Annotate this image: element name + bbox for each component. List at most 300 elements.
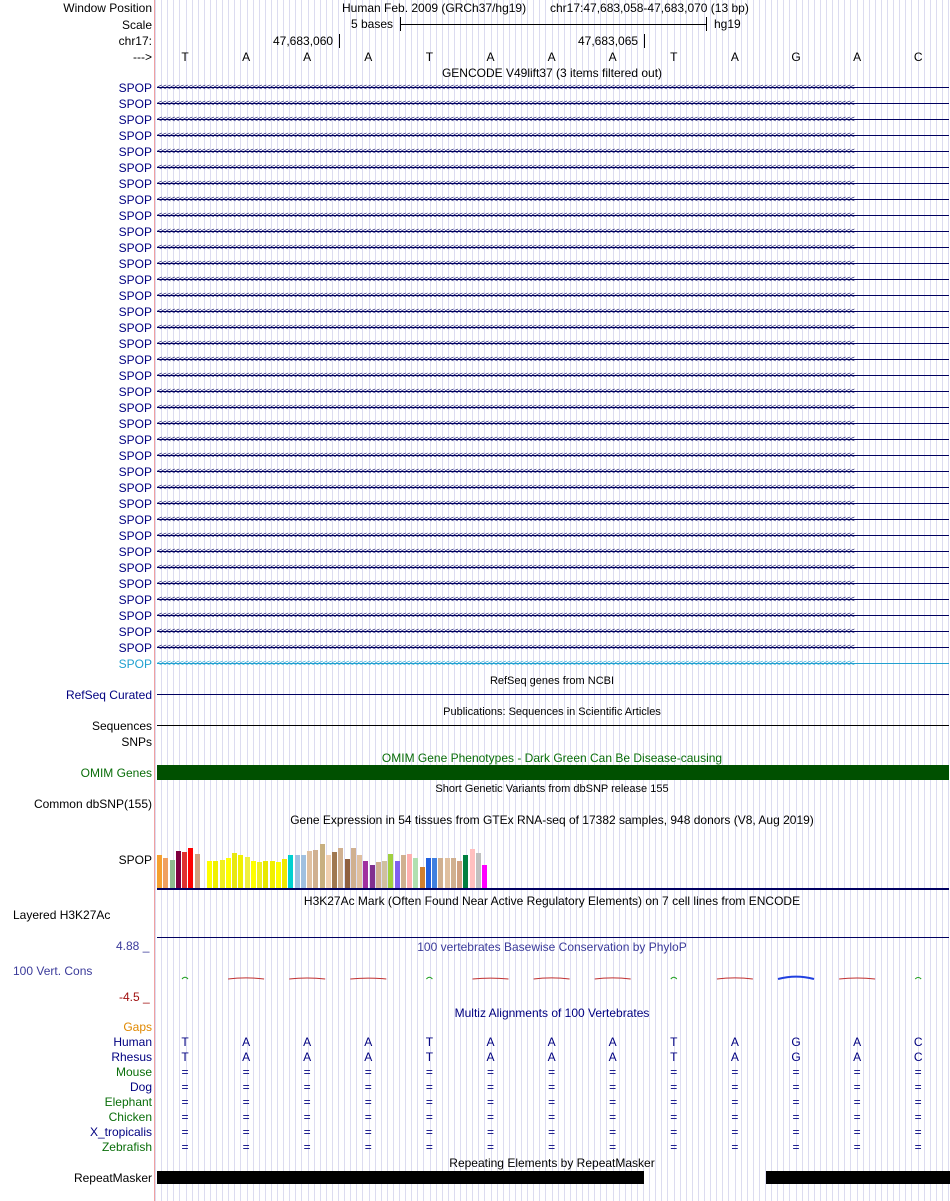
gencode-transcript-label[interactable]: SPOP [118,145,152,159]
multiz-base: = [670,1110,678,1124]
multiz-base: = [548,1110,556,1124]
multiz-base: G [791,1035,801,1049]
base-letter: A [547,50,556,64]
phylop-score-mark [228,978,264,979]
gencode-transcript-label[interactable]: SPOP [118,353,152,367]
gtex-tissue-bar[interactable] [245,857,250,889]
gtex-tissue-bar[interactable] [476,853,481,889]
multiz-base: = [914,1140,922,1154]
strand-arrows: <<<<<<<<<<<<<<<<<<<<<<<<<<<<<<<<<<<<<<<<<<<<<<<<<<<<<<<<<<<<<<<<<<<<<<<<<<<<<<<<<<<<<<<<<<<<<<<<<<<<<<<<<<<<<<<<<<<<<<<<<<<<<<<<<<<<<<<<<<<<<<<<<<<<<<<<<<<<<<<< [157,178,854,188]
gtex-tissue-bar[interactable] [432,858,437,889]
snps-track-label[interactable]: SNPs [121,735,152,749]
omim-track-label[interactable]: OMIM Genes [80,766,152,780]
gencode-transcript-label[interactable]: SPOP [118,305,152,319]
multiz-base: = [303,1065,311,1079]
phylop-track-title: 100 vertebrates Basewise Conservation by PhyloP [417,940,687,954]
multiz-gaps-label: Gaps [123,1020,152,1034]
strand-arrows: <<<<<<<<<<<<<<<<<<<<<<<<<<<<<<<<<<<<<<<<<<<<<<<<<<<<<<<<<<<<<<<<<<<<<<<<<<<<<<<<<<<<<<<<<<<<<<<<<<<<<<<<<<<<<<<<<<<<<<<<<<<<<<<<<<<<<<<<<<<<<<<<<<<<<<<<<<<<<<<< [157,402,854,412]
chrom-label: chr17: [118,34,152,48]
gencode-transcript-label[interactable]: SPOP [118,577,152,591]
gtex-tissue-bar[interactable] [401,855,406,889]
gtex-tissue-bar[interactable] [195,854,200,889]
multiz-base: A [486,1035,495,1049]
label-divider [154,0,155,1201]
gtex-bar-chart[interactable] [155,826,555,889]
h3k27ac-track-label[interactable]: Layered H3K27Ac [13,908,111,922]
multiz-base: = [425,1095,433,1109]
gtex-tissue-bar[interactable] [307,851,312,889]
multiz-species-label[interactable]: Zebrafish [101,1140,152,1154]
multiz-base: = [425,1140,433,1154]
multiz-base: T [670,1035,678,1049]
gtex-tissue-bar[interactable] [207,861,212,889]
multiz-base: A [608,1050,617,1064]
multiz-base: = [548,1065,556,1079]
phylop-score-mark [534,978,570,979]
base-letter: T [670,50,678,64]
multiz-base: A [730,1050,739,1064]
multiz-base: = [242,1080,250,1094]
gencode-transcript-label[interactable]: SPOP [118,401,152,415]
multiz-base: = [670,1065,678,1079]
base-letter: A [303,50,312,64]
multiz-base: = [853,1110,861,1124]
gencode-transcript-label[interactable]: SPOP [118,497,152,511]
multiz-base: = [486,1095,494,1109]
multiz-species-label[interactable]: Elephant [104,1095,152,1109]
gtex-tissue-bar[interactable] [288,855,293,889]
gencode-transcript-label[interactable]: SPOP [118,193,152,207]
multiz-base: = [792,1095,800,1109]
dbsnp-track-title: Short Genetic Variants from dbSNP release 155 [435,783,669,795]
phylop-score-mark [839,978,875,979]
multiz-base: = [792,1080,800,1094]
gencode-transcript-label[interactable]: SPOP [118,609,152,623]
multiz-base: = [792,1125,800,1139]
multiz-base: A [303,1035,312,1049]
strand-arrows: <<<<<<<<<<<<<<<<<<<<<<<<<<<<<<<<<<<<<<<<<<<<<<<<<<<<<<<<<<<<<<<<<<<<<<<<<<<<<<<<<<<<<<<<<<<<<<<<<<<<<<<<<<<<<<<<<<<<<<<<<<<<<<<<<<<<<<<<<<<<<<<<<<<<<<<<<<<<<<<< [157,306,854,316]
multiz-base: G [791,1050,801,1064]
grid-line [155,0,156,1201]
gtex-tissue-bar[interactable] [457,861,462,889]
refseq-track-label[interactable]: RefSeq Curated [65,688,152,702]
gtex-tissue-bar[interactable] [357,855,362,889]
multiz-species-label[interactable]: Rhesus [111,1050,152,1064]
h3k27ac-track-title: H3K27Ac Mark (Often Found Near Active Regulatory Elements) on 7 cell lines from ENCODE [303,894,801,908]
multiz-base: C [913,1035,923,1049]
gencode-transcript-label[interactable]: SPOP [118,225,152,239]
gencode-transcript-label[interactable]: SPOP [118,273,152,287]
gtex-tissue-bar[interactable] [251,861,256,889]
gencode-track-title: GENCODE V49lift37 (3 items filtered out) [441,66,663,80]
multiz-base: = [609,1080,617,1094]
scale-bar-left-tick [400,17,401,31]
multiz-base: = [670,1080,678,1094]
multiz-base: = [548,1080,556,1094]
gencode-transcript-label[interactable]: SPOP [118,177,152,191]
gencode-transcript-label[interactable]: SPOP [118,593,152,607]
gtex-tissue-bar[interactable] [463,855,468,889]
gtex-tissue-bar[interactable] [276,862,281,889]
gtex-tissue-bar[interactable] [451,858,456,889]
base-letter: C [913,50,923,64]
gtex-tissue-bar[interactable] [338,848,343,889]
phylop-score-mark [595,978,631,979]
gtex-tissue-bar[interactable] [226,858,231,889]
multiz-base: = [609,1125,617,1139]
multiz-base: = [181,1140,189,1154]
multiz-base: = [609,1065,617,1079]
multiz-base: = [792,1140,800,1154]
strand-arrows: <<<<<<<<<<<<<<<<<<<<<<<<<<<<<<<<<<<<<<<<<<<<<<<<<<<<<<<<<<<<<<<<<<<<<<<<<<<<<<<<<<<<<<<<<<<<<<<<<<<<<<<<<<<<<<<<<<<<<<<<<<<<<<<<<<<<<<<<<<<<<<<<<<<<<<<<<<<<<<<< [157,194,854,204]
multiz-base: T [670,1050,678,1064]
multiz-base: = [548,1140,556,1154]
gtex-tissue-bar[interactable] [213,861,218,889]
multiz-base: A [853,1050,862,1064]
gtex-tissue-bar[interactable] [370,865,375,889]
strand-arrows: <<<<<<<<<<<<<<<<<<<<<<<<<<<<<<<<<<<<<<<<<<<<<<<<<<<<<<<<<<<<<<<<<<<<<<<<<<<<<<<<<<<<<<<<<<<<<<<<<<<<<<<<<<<<<<<<<<<<<<<<<<<<<<<<<<<<<<<<<<<<<<<<<<<<<<<<<<<<<<<< [157,146,854,156]
strand-arrows: <<<<<<<<<<<<<<<<<<<<<<<<<<<<<<<<<<<<<<<<<<<<<<<<<<<<<<<<<<<<<<<<<<<<<<<<<<<<<<<<<<<<<<<<<<<<<<<<<<<<<<<<<<<<<<<<<<<<<<<<<<<<<<<<<<<<<<<<<<<<<<<<<<<<<<<<<<<<<<<< [157,386,854,396]
gencode-transcript-label[interactable]: SPOP [118,417,152,431]
gencode-transcript-label[interactable]: SPOP [118,257,152,271]
repeatmasker-track-title: Repeating Elements by RepeatMasker [449,1156,655,1170]
gencode-transcript-label[interactable]: SPOP [118,657,152,671]
gtex-tissue-bar[interactable] [332,852,337,889]
multiz-base: = [486,1110,494,1124]
multiz-base: A [242,1050,251,1064]
position-text: chr17:47,683,058-47,683,070 (13 bp) [550,1,749,15]
multiz-base: T [181,1050,189,1064]
strand-arrows: <<<<<<<<<<<<<<<<<<<<<<<<<<<<<<<<<<<<<<<<<<<<<<<<<<<<<<<<<<<<<<<<<<<<<<<<<<<<<<<<<<<<<<<<<<<<<<<<<<<<<<<<<<<<<<<<<<<<<<<<<<<<<<<<<<<<<<<<<<<<<<<<<<<<<<<<<<<<<<<< [157,578,854,588]
gtex-tissue-bar[interactable] [220,860,225,889]
strand-arrows: <<<<<<<<<<<<<<<<<<<<<<<<<<<<<<<<<<<<<<<<<<<<<<<<<<<<<<<<<<<<<<<<<<<<<<<<<<<<<<<<<<<<<<<<<<<<<<<<<<<<<<<<<<<<<<<<<<<<<<<<<<<<<<<<<<<<<<<<<<<<<<<<<<<<<<<<<<<<<<<< [157,642,854,652]
multiz-base: = [731,1125,739,1139]
gencode-transcript-label[interactable]: SPOP [118,561,152,575]
gtex-tissue-bar[interactable] [313,850,318,889]
multiz-base: T [425,1050,434,1064]
multiz-base: = [609,1140,617,1154]
strand-arrows: <<<<<<<<<<<<<<<<<<<<<<<<<<<<<<<<<<<<<<<<<<<<<<<<<<<<<<<<<<<<<<<<<<<<<<<<<<<<<<<<<<<<<<<<<<<<<<<<<<<<<<<<<<<<<<<<<<<<<<<<<<<<<<<<<<<<<<<<<<<<<<<<<<<<<<<<<<<<<<<< [157,98,854,108]
multiz-base: = [303,1095,311,1109]
gtex-tissue-bar[interactable] [232,853,237,889]
gtex-tissue-bar[interactable] [263,861,268,889]
multiz-base: = [853,1065,861,1079]
gtex-tissue-bar[interactable] [295,855,300,889]
gencode-transcript-label[interactable]: SPOP [118,449,152,463]
dbsnp-track-label[interactable]: Common dbSNP(155) [33,797,152,811]
multiz-base: = [792,1065,800,1079]
multiz-base: = [670,1095,678,1109]
strand-arrows: <<<<<<<<<<<<<<<<<<<<<<<<<<<<<<<<<<<<<<<<<<<<<<<<<<<<<<<<<<<<<<<<<<<<<<<<<<<<<<<<<<<<<<<<<<<<<<<<<<<<<<<<<<<<<<<<<<<<<<<<<<<<<<<<<<<<<<<<<<<<<<<<<<<<<<<<<<<<<<<< [157,530,854,540]
gencode-transcript-label[interactable]: SPOP [118,625,152,639]
gtex-tissue-bar[interactable] [320,844,325,889]
window-position-label: Window Position [63,1,152,15]
strand-arrows: <<<<<<<<<<<<<<<<<<<<<<<<<<<<<<<<<<<<<<<<<<<<<<<<<<<<<<<<<<<<<<<<<<<<<<<<<<<<<<<<<<<<<<<<<<<<<<<<<<<<<<<<<<<<<<<<<<<<<<<<<<<<<<<<<<<<<<<<<<<<<<<<<<<<<<<<<<<<<<<< [157,290,854,300]
multiz-base: = [548,1125,556,1139]
multiz-base: = [364,1065,372,1079]
gencode-transcript-label[interactable]: SPOP [118,513,152,527]
refseq-gene-line[interactable] [157,694,949,695]
strand-arrows: <<<<<<<<<<<<<<<<<<<<<<<<<<<<<<<<<<<<<<<<<<<<<<<<<<<<<<<<<<<<<<<<<<<<<<<<<<<<<<<<<<<<<<<<<<<<<<<<<<<<<<<<<<<<<<<<<<<<<<<<<<<<<<<<<<<<<<<<<<<<<<<<<<<<<<<<<<<<<<<< [157,226,854,236]
gtex-tissue-bar[interactable] [382,861,387,889]
gtex-tissue-bar[interactable] [413,858,418,889]
multiz-base: = [670,1125,678,1139]
multiz-base: = [792,1110,800,1124]
strand-arrows: <<<<<<<<<<<<<<<<<<<<<<<<<<<<<<<<<<<<<<<<<<<<<<<<<<<<<<<<<<<<<<<<<<<<<<<<<<<<<<<<<<<<<<<<<<<<<<<<<<<<<<<<<<<<<<<<<<<<<<<<<<<<<<<<<<<<<<<<<<<<<<<<<<<<<<<<<<<<<<<< [157,482,854,492]
phylop-score-mark [671,977,677,979]
gencode-transcript-label[interactable]: SPOP [118,529,152,543]
gencode-transcript-label[interactable]: SPOP [118,545,152,559]
gencode-transcript-label[interactable]: SPOP [118,465,152,479]
strand-arrows: <<<<<<<<<<<<<<<<<<<<<<<<<<<<<<<<<<<<<<<<<<<<<<<<<<<<<<<<<<<<<<<<<<<<<<<<<<<<<<<<<<<<<<<<<<<<<<<<<<<<<<<<<<<<<<<<<<<<<<<<<<<<<<<<<<<<<<<<<<<<<<<<<<<<<<<<<<<<<<<< [157,354,854,364]
repeat-element-block-2[interactable] [766,1171,950,1184]
multiz-base: = [303,1140,311,1154]
gtex-tissue-bar[interactable] [438,858,443,889]
gencode-transcript-label[interactable]: SPOP [118,369,152,383]
gencode-transcript-label[interactable]: SPOP [118,113,152,127]
base-letter: A [853,50,862,64]
multiz-base: = [914,1125,922,1139]
gtex-tissue-bar[interactable] [482,865,487,889]
multiz-base: A [547,1050,556,1064]
scale-label: Scale [121,18,152,32]
gtex-tissue-bar[interactable] [182,852,187,889]
strand-arrows: <<<<<<<<<<<<<<<<<<<<<<<<<<<<<<<<<<<<<<<<<<<<<<<<<<<<<<<<<<<<<<<<<<<<<<<<<<<<<<<<<<<<<<<<<<<<<<<<<<<<<<<<<<<<<<<<<<<<<<<<<<<<<<<<<<<<<<<<<<<<<<<<<<<<<<<<<<<<<<<< [157,370,854,380]
gencode-transcript-label[interactable]: SPOP [118,433,152,447]
multiz-base: T [425,1035,434,1049]
gtex-tissue-bar[interactable] [426,858,431,889]
strand-arrows: <<<<<<<<<<<<<<<<<<<<<<<<<<<<<<<<<<<<<<<<<<<<<<<<<<<<<<<<<<<<<<<<<<<<<<<<<<<<<<<<<<<<<<<<<<<<<<<<<<<<<<<<<<<<<<<<<<<<<<<<<<<<<<<<<<<<<<<<<<<<<<<<<<<<<<<<<<<<<<<< [157,210,854,220]
db-text: hg19 [714,17,741,31]
multiz-base: = [609,1110,617,1124]
multiz-base: = [853,1140,861,1154]
strand-arrows: <<<<<<<<<<<<<<<<<<<<<<<<<<<<<<<<<<<<<<<<<<<<<<<<<<<<<<<<<<<<<<<<<<<<<<<<<<<<<<<<<<<<<<<<<<<<<<<<<<<<<<<<<<<<<<<<<<<<<<<<<<<<<<<<<<<<<<<<<<<<<<<<<<<<<<<<<<<<<<<< [157,658,854,668]
multiz-base: T [181,1035,189,1049]
gtex-tissue-bar[interactable] [445,858,450,889]
gencode-transcript-label[interactable]: SPOP [118,241,152,255]
multiz-base: A [364,1050,373,1064]
gencode-transcript-label[interactable]: SPOP [118,161,152,175]
phylop-score-mark [717,978,753,979]
gtex-tissue-bar[interactable] [345,859,350,889]
multiz-base: = [425,1110,433,1124]
multiz-base: A [608,1035,617,1049]
omim-gene-bar[interactable] [157,765,949,780]
gencode-transcript-label[interactable]: SPOP [118,209,152,223]
multiz-base: = [914,1065,922,1079]
multiz-base: = [181,1125,189,1139]
base-letter: A [608,50,617,64]
gtex-tissue-bar[interactable] [363,861,368,889]
gencode-transcript-label[interactable]: SPOP [118,289,152,303]
phylop-score-mark [426,977,432,979]
base-letter: G [791,50,801,64]
multiz-species-label[interactable]: Mouse [115,1065,152,1079]
multiz-base: = [486,1065,494,1079]
coord-label-1: 47,683,060 [273,34,334,48]
gtex-baseline [157,888,949,890]
strand-arrows: <<<<<<<<<<<<<<<<<<<<<<<<<<<<<<<<<<<<<<<<<<<<<<<<<<<<<<<<<<<<<<<<<<<<<<<<<<<<<<<<<<<<<<<<<<<<<<<<<<<<<<<<<<<<<<<<<<<<<<<<<<<<<<<<<<<<<<<<<<<<<<<<<<<<<<<<<<<<<<<< [157,274,854,284]
gencode-transcript-label[interactable]: SPOP [118,321,152,335]
multiz-base: A [730,1035,739,1049]
multiz-base: = [425,1125,433,1139]
strand-arrows: <<<<<<<<<<<<<<<<<<<<<<<<<<<<<<<<<<<<<<<<<<<<<<<<<<<<<<<<<<<<<<<<<<<<<<<<<<<<<<<<<<<<<<<<<<<<<<<<<<<<<<<<<<<<<<<<<<<<<<<<<<<<<<<<<<<<<<<<<<<<<<<<<<<<<<<<<<<<<<<< [157,610,854,620]
scale-bar [400,24,706,25]
multiz-species-label[interactable]: Dog [129,1080,152,1094]
multiz-base: = [486,1140,494,1154]
strand-arrows: <<<<<<<<<<<<<<<<<<<<<<<<<<<<<<<<<<<<<<<<<<<<<<<<<<<<<<<<<<<<<<<<<<<<<<<<<<<<<<<<<<<<<<<<<<<<<<<<<<<<<<<<<<<<<<<<<<<<<<<<<<<<<<<<<<<<<<<<<<<<<<<<<<<<<<<<<<<<<<<< [157,594,854,604]
strand-arrows: <<<<<<<<<<<<<<<<<<<<<<<<<<<<<<<<<<<<<<<<<<<<<<<<<<<<<<<<<<<<<<<<<<<<<<<<<<<<<<<<<<<<<<<<<<<<<<<<<<<<<<<<<<<<<<<<<<<<<<<<<<<<<<<<<<<<<<<<<<<<<<<<<<<<<<<<<<<<<<<< [157,466,854,476]
gtex-tissue-bar[interactable] [420,867,425,889]
gtex-tissue-bar[interactable] [351,848,356,889]
multiz-base: = [486,1125,494,1139]
multiz-base: C [913,1050,923,1064]
gtex-tissue-bar[interactable] [395,861,400,889]
multiz-base: A [547,1035,556,1049]
multiz-base: = [242,1110,250,1124]
multiz-species-label[interactable]: Human [113,1035,152,1049]
multiz-base: A [853,1035,862,1049]
strand-arrows: <<<<<<<<<<<<<<<<<<<<<<<<<<<<<<<<<<<<<<<<<<<<<<<<<<<<<<<<<<<<<<<<<<<<<<<<<<<<<<<<<<<<<<<<<<<<<<<<<<<<<<<<<<<<<<<<<<<<<<<<<<<<<<<<<<<<<<<<<<<<<<<<<<<<<<<<<<<<<<<< [157,450,854,460]
strand-arrows: <<<<<<<<<<<<<<<<<<<<<<<<<<<<<<<<<<<<<<<<<<<<<<<<<<<<<<<<<<<<<<<<<<<<<<<<<<<<<<<<<<<<<<<<<<<<<<<<<<<<<<<<<<<<<<<<<<<<<<<<<<<<<<<<<<<<<<<<<<<<<<<<<<<<<<<<<<<<<<<< [157,514,854,524]
strand-arrows: <<<<<<<<<<<<<<<<<<<<<<<<<<<<<<<<<<<<<<<<<<<<<<<<<<<<<<<<<<<<<<<<<<<<<<<<<<<<<<<<<<<<<<<<<<<<<<<<<<<<<<<<<<<<<<<<<<<<<<<<<<<<<<<<<<<<<<<<<<<<<<<<<<<<<<<<<<<<<<<< [157,562,854,572]
multiz-base: = [548,1095,556,1109]
phylop-score-mark [473,978,509,979]
strand-arrows: <<<<<<<<<<<<<<<<<<<<<<<<<<<<<<<<<<<<<<<<<<<<<<<<<<<<<<<<<<<<<<<<<<<<<<<<<<<<<<<<<<<<<<<<<<<<<<<<<<<<<<<<<<<<<<<<<<<<<<<<<<<<<<<<<<<<<<<<<<<<<<<<<<<<<<<<<<<<<<<< [157,82,854,92]
repeatmasker-track-label[interactable]: RepeatMasker [73,1171,152,1185]
multiz-base: = [181,1065,189,1079]
multiz-track-title: Multiz Alignments of 100 Vertebrates [454,1006,650,1020]
phylop-score-mark [915,977,921,979]
strand-arrows: <<<<<<<<<<<<<<<<<<<<<<<<<<<<<<<<<<<<<<<<<<<<<<<<<<<<<<<<<<<<<<<<<<<<<<<<<<<<<<<<<<<<<<<<<<<<<<<<<<<<<<<<<<<<<<<<<<<<<<<<<<<<<<<<<<<<<<<<<<<<<<<<<<<<<<<<<<<<<<<< [157,114,854,124]
multiz-base: = [364,1140,372,1154]
publications-track-label[interactable]: Sequences [91,719,152,733]
gtex-tissue-bar[interactable] [157,855,162,889]
multiz-base: = [853,1080,861,1094]
strand-arrows: <<<<<<<<<<<<<<<<<<<<<<<<<<<<<<<<<<<<<<<<<<<<<<<<<<<<<<<<<<<<<<<<<<<<<<<<<<<<<<<<<<<<<<<<<<<<<<<<<<<<<<<<<<<<<<<<<<<<<<<<<<<<<<<<<<<<<<<<<<<<<<<<<<<<<<<<<<<<<<<< [157,130,854,140]
strand-arrows: <<<<<<<<<<<<<<<<<<<<<<<<<<<<<<<<<<<<<<<<<<<<<<<<<<<<<<<<<<<<<<<<<<<<<<<<<<<<<<<<<<<<<<<<<<<<<<<<<<<<<<<<<<<<<<<<<<<<<<<<<<<<<<<<<<<<<<<<<<<<<<<<<<<<<<<<<<<<<<<< [157,418,854,428]
publications-sequence-line[interactable] [157,725,949,726]
gtex-tissue-bar[interactable] [270,861,275,889]
gtex-tissue-bar[interactable] [301,855,306,889]
phylop-score-mark [182,977,188,979]
coord-tick-2 [644,34,645,48]
h3k27ac-baseline [157,937,949,938]
multiz-base: = [731,1110,739,1124]
multiz-base: = [242,1125,250,1139]
base-letter: T [425,50,434,64]
multiz-base: = [181,1080,189,1094]
multiz-base: = [914,1080,922,1094]
strand-arrows: <<<<<<<<<<<<<<<<<<<<<<<<<<<<<<<<<<<<<<<<<<<<<<<<<<<<<<<<<<<<<<<<<<<<<<<<<<<<<<<<<<<<<<<<<<<<<<<<<<<<<<<<<<<<<<<<<<<<<<<<<<<<<<<<<<<<<<<<<<<<<<<<<<<<<<<<<<<<<<<< [157,322,854,332]
coord-label-2: 47,683,065 [578,34,639,48]
gtex-tissue-bar[interactable] [407,854,412,889]
multiz-base: = [731,1140,739,1154]
multiz-base: = [914,1095,922,1109]
gtex-tissue-bar[interactable] [326,855,331,889]
base-letter: A [242,50,251,64]
gtex-tissue-bar[interactable] [238,855,243,889]
phylop-max-label: 4.88 _ [116,939,150,953]
gtex-tissue-bar[interactable] [376,862,381,889]
phylop-score-mark [778,977,814,979]
phylop-score-mark [350,978,386,979]
phylop-score-mark [289,978,325,979]
multiz-base: = [670,1140,678,1154]
gencode-transcript-label[interactable]: SPOP [118,481,152,495]
multiz-base: A [242,1035,251,1049]
omim-track-title: OMIM Gene Phenotypes - Dark Green Can Be Disease-causing [381,751,723,765]
multiz-base: = [853,1095,861,1109]
base-letter: A [730,50,739,64]
multiz-base: = [242,1140,250,1154]
multiz-base: = [303,1125,311,1139]
gencode-transcript-label[interactable]: SPOP [118,129,152,143]
multiz-base: = [731,1065,739,1079]
multiz-base: = [364,1110,372,1124]
multiz-base: = [853,1125,861,1139]
gencode-transcript-label[interactable]: SPOP [118,641,152,655]
multiz-species-label[interactable]: X_tropicalis [89,1125,152,1139]
multiz-base: = [303,1110,311,1124]
assembly-text: Human Feb. 2009 (GRCh37/hg19) [342,1,527,15]
multiz-base: = [181,1095,189,1109]
strand-label: ---> [133,50,152,64]
gtex-tissue-bar[interactable] [388,854,393,889]
gencode-transcript-label[interactable]: SPOP [118,81,152,95]
multiz-base: = [425,1080,433,1094]
multiz-base: = [364,1095,372,1109]
phylop-track-label[interactable]: 100 Vert. Cons [13,964,93,978]
multiz-base: = [242,1065,250,1079]
phylop-wiggle[interactable] [155,950,950,1010]
gtex-tissue-bar[interactable] [176,851,181,889]
base-letter: T [181,50,189,64]
refseq-track-title: RefSeq genes from NCBI [489,675,615,687]
gtex-tissue-bar[interactable] [257,862,262,889]
gtex-track-label[interactable]: SPOP [118,853,152,867]
multiz-base: = [609,1095,617,1109]
multiz-species-label[interactable]: Chicken [108,1110,152,1124]
gencode-transcript-label[interactable]: SPOP [118,385,152,399]
strand-arrows: <<<<<<<<<<<<<<<<<<<<<<<<<<<<<<<<<<<<<<<<<<<<<<<<<<<<<<<<<<<<<<<<<<<<<<<<<<<<<<<<<<<<<<<<<<<<<<<<<<<<<<<<<<<<<<<<<<<<<<<<<<<<<<<<<<<<<<<<<<<<<<<<<<<<<<<<<<<<<<<< [157,162,854,172]
multiz-base: = [242,1095,250,1109]
gtex-track-title: Gene Expression in 54 tissues from GTEx RNA-seq of 17382 samples, 948 donors (V8, Aug 2019) [290,813,814,827]
multiz-base: A [364,1035,373,1049]
strand-arrows: <<<<<<<<<<<<<<<<<<<<<<<<<<<<<<<<<<<<<<<<<<<<<<<<<<<<<<<<<<<<<<<<<<<<<<<<<<<<<<<<<<<<<<<<<<<<<<<<<<<<<<<<<<<<<<<<<<<<<<<<<<<<<<<<<<<<<<<<<<<<<<<<<<<<<<<<<<<<<<<< [157,498,854,508]
publications-track-title: Publications: Sequences in Scientific Articles [443,706,661,718]
multiz-base: = [731,1095,739,1109]
scale-text: 5 bases [351,17,394,31]
multiz-base: A [486,1050,495,1064]
gtex-tissue-bar[interactable] [163,858,168,889]
multiz-base: = [181,1110,189,1124]
gtex-tissue-bar[interactable] [470,849,475,889]
phylop-min-label: -4.5 _ [119,990,150,1004]
gencode-transcript-label[interactable]: SPOP [118,97,152,111]
multiz-base: = [364,1125,372,1139]
multiz-base: = [731,1080,739,1094]
repeat-element-block-1[interactable] [157,1171,644,1184]
base-letter: A [486,50,495,64]
gtex-tissue-bar[interactable] [188,848,193,889]
scale-bar-right-tick [706,17,707,31]
gtex-tissue-bar[interactable] [282,859,287,889]
gencode-transcript-label[interactable]: SPOP [118,337,152,351]
strand-arrows: <<<<<<<<<<<<<<<<<<<<<<<<<<<<<<<<<<<<<<<<<<<<<<<<<<<<<<<<<<<<<<<<<<<<<<<<<<<<<<<<<<<<<<<<<<<<<<<<<<<<<<<<<<<<<<<<<<<<<<<<<<<<<<<<<<<<<<<<<<<<<<<<<<<<<<<<<<<<<<<< [157,546,854,556]
strand-arrows: <<<<<<<<<<<<<<<<<<<<<<<<<<<<<<<<<<<<<<<<<<<<<<<<<<<<<<<<<<<<<<<<<<<<<<<<<<<<<<<<<<<<<<<<<<<<<<<<<<<<<<<<<<<<<<<<<<<<<<<<<<<<<<<<<<<<<<<<<<<<<<<<<<<<<<<<<<<<<<<< [157,434,854,444]
gtex-tissue-bar[interactable] [170,860,175,889]
